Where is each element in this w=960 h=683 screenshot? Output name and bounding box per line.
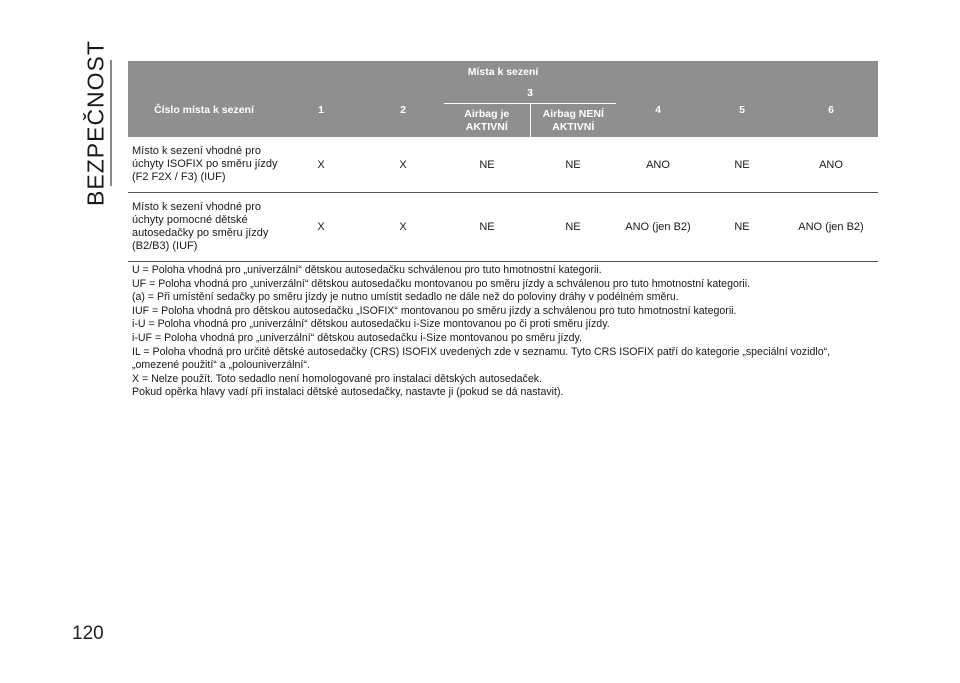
header-airbag-inactive: Airbag NENÍ AKTIVNÍ	[530, 104, 616, 138]
table-cell: NE	[530, 137, 616, 193]
note-line: i-U = Poloha vhodná pro „univerzální“ dětskou autosedačku i-Size montovanou po či proti směru jízdy.	[132, 318, 610, 331]
table-cell: X	[280, 137, 362, 193]
isofix-seating-table	[128, 61, 878, 262]
note-line: (a) = Při umístění sedačky po směru jízdy je nutno umístit sedadlo ne dále než do poloviny dráhy v podélném směru.	[132, 291, 679, 304]
note-line: IUF = Poloha vhodná pro dětskou autosedačku „ISOFIX“ montovanou po směru jízdy a schválenou pro tuto hmotnostní kategorii.	[132, 304, 737, 317]
header-seat-number: Číslo místa k sezení	[128, 83, 280, 137]
header-seat-6: 6	[784, 83, 878, 137]
section-title-rule	[110, 60, 112, 186]
header-seat-3: 3	[444, 83, 616, 104]
page-number: 120	[72, 623, 104, 644]
row-label: Místo k sezení vhodné pro úchyty ISOFIX po směru jízdy (F2 F2X / F3) (IUF)	[128, 137, 280, 193]
note-line: X = Nelze použít. Toto sedadlo není homologované pro instalaci dětských autosedaček.	[132, 372, 542, 385]
table-cell: ANO	[616, 137, 700, 193]
section-title	[80, 40, 112, 206]
table-cell: X	[362, 137, 444, 193]
isofix-table-container	[128, 61, 878, 262]
table-cell: NE	[700, 137, 784, 193]
header-seat-1: 1	[280, 83, 362, 137]
note-line: U = Poloha vhodná pro „univerzální“ dětskou autosedačku schválenou pro tuto hmotnostní kategorii.	[132, 264, 602, 276]
table-cell: X	[362, 193, 444, 262]
note-line: „omezené použití“ a „polouniverzální“.	[132, 359, 310, 372]
table-cell: ANO	[784, 137, 878, 193]
header-airbag-active: Airbag je AKTIVNÍ	[444, 104, 530, 138]
header-seating-positions: Místa k sezení	[128, 61, 878, 83]
note-line: UF = Poloha vhodná pro „univerzální“ dětskou autosedačku montovanou po směru jízdy a schválenou pro tuto hmotnostní kategorii.	[132, 277, 751, 290]
table-cell: NE	[444, 193, 530, 262]
table-cell: NE	[444, 137, 530, 193]
legend-notes	[132, 264, 892, 400]
row-label: Místo k sezení vhodné pro úchyty pomocné dětské autosedačky po směru jízdy (B2/B3) (IUF)	[128, 193, 280, 262]
note-line: i-UF = Poloha vhodná pro „univerzální“ dětskou autosedačku i-Size montovanou po směru jízdy.	[132, 331, 582, 344]
header-seat-2: 2	[362, 83, 444, 137]
header-seat-5: 5	[700, 83, 784, 137]
table-cell: NE	[700, 193, 784, 262]
header-seat-4: 4	[616, 83, 700, 137]
table-cell: NE	[530, 193, 616, 262]
table-cell: X	[280, 193, 362, 262]
table-row	[128, 193, 878, 262]
note-line: Pokud opěrka hlavy vadí při instalaci dětské autosedačky, nastavte ji (pokud se dá nastavit).	[132, 386, 564, 399]
table-cell: ANO (jen B2)	[784, 193, 878, 262]
table-cell: ANO (jen B2)	[616, 193, 700, 262]
section-title-text: BEZPEČNOST	[82, 40, 109, 206]
table-row	[128, 137, 878, 193]
note-line: IL = Poloha vhodná pro určité dětské autosedačky (CRS) ISOFIX uvedených zde v seznamu. Tyto CRS ISOFIX patří do kategorie „speciální vozidlo“,	[132, 345, 831, 358]
